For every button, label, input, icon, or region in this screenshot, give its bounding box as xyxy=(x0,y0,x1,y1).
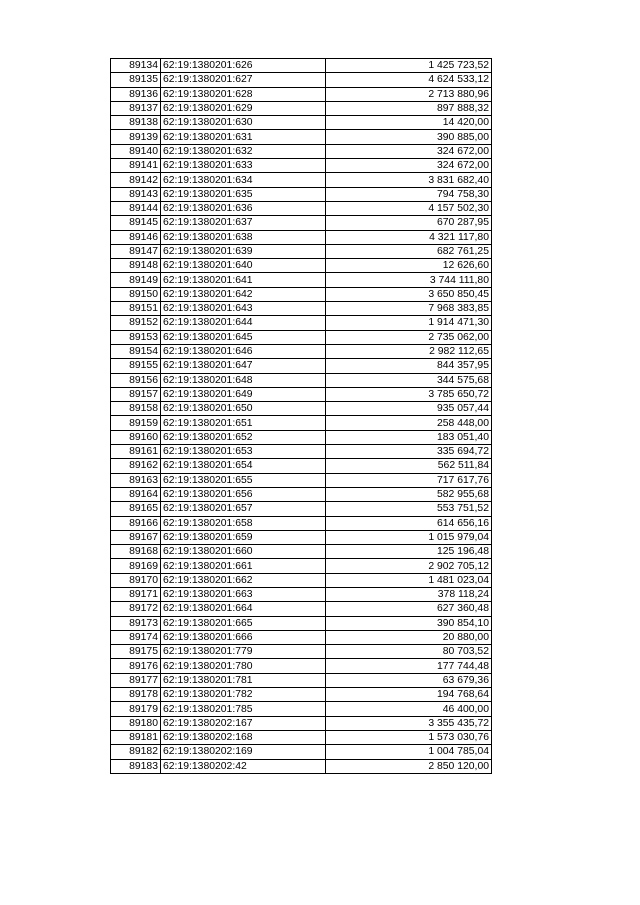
cadastral-value-cell: 63 679,36 xyxy=(326,673,492,687)
row-number-cell: 89156 xyxy=(111,373,161,387)
table-row xyxy=(111,702,492,716)
table-row xyxy=(111,402,492,416)
table-row xyxy=(111,487,492,501)
cadastral-value-cell: 344 575,68 xyxy=(326,373,492,387)
row-number-cell: 89165 xyxy=(111,502,161,516)
cadastral-number-cell: 62:19:1380201:651 xyxy=(161,416,326,430)
cadastral-number-cell: 62:19:1380201:662 xyxy=(161,573,326,587)
row-number-cell: 89143 xyxy=(111,187,161,201)
cadastral-value-cell: 935 057,44 xyxy=(326,402,492,416)
table-row xyxy=(111,545,492,559)
cadastral-number-cell: 62:19:1380202:42 xyxy=(161,759,326,773)
table-row xyxy=(111,302,492,316)
cadastral-number-cell: 62:19:1380201:654 xyxy=(161,459,326,473)
cadastral-number-cell: 62:19:1380201:655 xyxy=(161,473,326,487)
row-number-cell: 89144 xyxy=(111,201,161,215)
table-row xyxy=(111,473,492,487)
cadastral-number-cell: 62:19:1380201:630 xyxy=(161,116,326,130)
row-number-cell: 89148 xyxy=(111,259,161,273)
row-number-cell: 89182 xyxy=(111,745,161,759)
cadastral-value-cell: 177 744,48 xyxy=(326,659,492,673)
cadastral-value-cell: 2 982 112,65 xyxy=(326,344,492,358)
table-row xyxy=(111,688,492,702)
table-row xyxy=(111,173,492,187)
table-row xyxy=(111,716,492,730)
cadastral-number-cell: 62:19:1380201:659 xyxy=(161,530,326,544)
cadastral-number-cell: 62:19:1380201:638 xyxy=(161,230,326,244)
table-row xyxy=(111,559,492,573)
cadastral-value-cell: 1 481 023,04 xyxy=(326,573,492,587)
cadastral-value-cell: 670 287,95 xyxy=(326,216,492,230)
table-row xyxy=(111,645,492,659)
cadastral-number-cell: 62:19:1380201:626 xyxy=(161,59,326,73)
cadastral-value-cell: 258 448,00 xyxy=(326,416,492,430)
row-number-cell: 89137 xyxy=(111,101,161,115)
table-row xyxy=(111,73,492,87)
cadastral-number-cell: 62:19:1380201:657 xyxy=(161,502,326,516)
cadastral-number-cell: 62:19:1380201:665 xyxy=(161,616,326,630)
cadastral-number-cell: 62:19:1380201:650 xyxy=(161,402,326,416)
cadastral-value-cell: 4 321 117,80 xyxy=(326,230,492,244)
cadastral-number-cell: 62:19:1380201:633 xyxy=(161,159,326,173)
table-row xyxy=(111,230,492,244)
row-number-cell: 89150 xyxy=(111,287,161,301)
cadastral-number-cell: 62:19:1380201:780 xyxy=(161,659,326,673)
cadastral-number-cell: 62:19:1380201:646 xyxy=(161,344,326,358)
table-row xyxy=(111,759,492,773)
cadastral-number-cell: 62:19:1380202:167 xyxy=(161,716,326,730)
cadastral-value-cell: 2 713 880,96 xyxy=(326,87,492,101)
cadastral-number-cell: 62:19:1380201:643 xyxy=(161,302,326,316)
cadastral-number-cell: 62:19:1380201:645 xyxy=(161,330,326,344)
cadastral-value-cell: 4 624 533,12 xyxy=(326,73,492,87)
cadastral-value-cell: 324 672,00 xyxy=(326,159,492,173)
table-row xyxy=(111,573,492,587)
cadastral-value-cell: 80 703,52 xyxy=(326,645,492,659)
cadastral-value-cell: 125 196,48 xyxy=(326,545,492,559)
table-row xyxy=(111,502,492,516)
row-number-cell: 89153 xyxy=(111,330,161,344)
cadastral-value-cell: 1 004 785,04 xyxy=(326,745,492,759)
row-number-cell: 89158 xyxy=(111,402,161,416)
cadastral-value-cell: 183 051,40 xyxy=(326,430,492,444)
cadastral-value-cell: 682 761,25 xyxy=(326,244,492,258)
cadastral-number-cell: 62:19:1380201:661 xyxy=(161,559,326,573)
row-number-cell: 89168 xyxy=(111,545,161,559)
cadastral-number-cell: 62:19:1380201:642 xyxy=(161,287,326,301)
cadastral-value-cell: 335 694,72 xyxy=(326,445,492,459)
cadastral-value-table xyxy=(110,58,492,774)
table-row xyxy=(111,59,492,73)
row-number-cell: 89181 xyxy=(111,730,161,744)
row-number-cell: 89159 xyxy=(111,416,161,430)
row-number-cell: 89175 xyxy=(111,645,161,659)
cadastral-number-cell: 62:19:1380201:660 xyxy=(161,545,326,559)
row-number-cell: 89162 xyxy=(111,459,161,473)
cadastral-number-cell: 62:19:1380201:658 xyxy=(161,516,326,530)
table-row xyxy=(111,144,492,158)
cadastral-number-cell: 62:19:1380201:629 xyxy=(161,101,326,115)
table-row xyxy=(111,659,492,673)
cadastral-value-cell: 3 650 850,45 xyxy=(326,287,492,301)
cadastral-value-cell: 627 360,48 xyxy=(326,602,492,616)
cadastral-value-cell: 20 880,00 xyxy=(326,630,492,644)
table-row xyxy=(111,101,492,115)
cadastral-value-cell: 1 015 979,04 xyxy=(326,530,492,544)
cadastral-value-cell: 194 768,64 xyxy=(326,688,492,702)
table-row xyxy=(111,87,492,101)
cadastral-value-cell: 12 626,60 xyxy=(326,259,492,273)
cadastral-number-cell: 62:19:1380201:648 xyxy=(161,373,326,387)
cadastral-number-cell: 62:19:1380201:640 xyxy=(161,259,326,273)
cadastral-number-cell: 62:19:1380201:635 xyxy=(161,187,326,201)
row-number-cell: 89164 xyxy=(111,487,161,501)
cadastral-value-cell: 46 400,00 xyxy=(326,702,492,716)
cadastral-value-cell: 562 511,84 xyxy=(326,459,492,473)
cadastral-value-cell: 3 831 682,40 xyxy=(326,173,492,187)
table-row xyxy=(111,259,492,273)
row-number-cell: 89140 xyxy=(111,144,161,158)
cadastral-number-cell: 62:19:1380202:168 xyxy=(161,730,326,744)
table-row xyxy=(111,244,492,258)
cadastral-value-cell: 1 425 723,52 xyxy=(326,59,492,73)
cadastral-number-cell: 62:19:1380201:779 xyxy=(161,645,326,659)
row-number-cell: 89147 xyxy=(111,244,161,258)
cadastral-value-cell: 14 420,00 xyxy=(326,116,492,130)
row-number-cell: 89169 xyxy=(111,559,161,573)
table-row xyxy=(111,273,492,287)
row-number-cell: 89149 xyxy=(111,273,161,287)
cadastral-value-cell: 378 118,24 xyxy=(326,587,492,601)
row-number-cell: 89157 xyxy=(111,387,161,401)
cadastral-value-cell: 2 735 062,00 xyxy=(326,330,492,344)
table-body xyxy=(111,59,492,774)
table-row xyxy=(111,373,492,387)
row-number-cell: 89152 xyxy=(111,316,161,330)
table-row xyxy=(111,216,492,230)
row-number-cell: 89173 xyxy=(111,616,161,630)
row-number-cell: 89172 xyxy=(111,602,161,616)
table-row xyxy=(111,745,492,759)
cadastral-number-cell: 62:19:1380201:637 xyxy=(161,216,326,230)
cadastral-value-cell: 3 355 435,72 xyxy=(326,716,492,730)
cadastral-number-cell: 62:19:1380201:663 xyxy=(161,587,326,601)
cadastral-value-cell: 582 955,68 xyxy=(326,487,492,501)
row-number-cell: 89138 xyxy=(111,116,161,130)
row-number-cell: 89154 xyxy=(111,344,161,358)
table-row xyxy=(111,587,492,601)
cadastral-number-cell: 62:19:1380201:782 xyxy=(161,688,326,702)
row-number-cell: 89155 xyxy=(111,359,161,373)
row-number-cell: 89135 xyxy=(111,73,161,87)
table-row xyxy=(111,287,492,301)
cadastral-value-cell: 4 157 502,30 xyxy=(326,201,492,215)
table-row xyxy=(111,630,492,644)
table-row xyxy=(111,316,492,330)
table-row xyxy=(111,445,492,459)
table-row xyxy=(111,730,492,744)
cadastral-number-cell: 62:19:1380201:628 xyxy=(161,87,326,101)
cadastral-number-cell: 62:19:1380201:664 xyxy=(161,602,326,616)
row-number-cell: 89134 xyxy=(111,59,161,73)
table-row xyxy=(111,359,492,373)
cadastral-number-cell: 62:19:1380201:653 xyxy=(161,445,326,459)
cadastral-number-cell: 62:19:1380201:627 xyxy=(161,73,326,87)
row-number-cell: 89183 xyxy=(111,759,161,773)
cadastral-value-cell: 844 357,95 xyxy=(326,359,492,373)
row-number-cell: 89167 xyxy=(111,530,161,544)
table-row xyxy=(111,159,492,173)
cadastral-value-cell: 1 914 471,30 xyxy=(326,316,492,330)
table-row xyxy=(111,673,492,687)
table-row xyxy=(111,387,492,401)
row-number-cell: 89141 xyxy=(111,159,161,173)
table-row xyxy=(111,344,492,358)
cadastral-value-cell: 7 968 383,85 xyxy=(326,302,492,316)
table-row xyxy=(111,430,492,444)
row-number-cell: 89139 xyxy=(111,130,161,144)
cadastral-value-cell: 717 617,76 xyxy=(326,473,492,487)
cadastral-value-cell: 897 888,32 xyxy=(326,101,492,115)
table-row xyxy=(111,459,492,473)
cadastral-value-cell: 794 758,30 xyxy=(326,187,492,201)
table-row xyxy=(111,187,492,201)
table-row xyxy=(111,201,492,215)
table-row xyxy=(111,130,492,144)
cadastral-number-cell: 62:19:1380201:666 xyxy=(161,630,326,644)
cadastral-value-cell: 553 751,52 xyxy=(326,502,492,516)
row-number-cell: 89163 xyxy=(111,473,161,487)
row-number-cell: 89170 xyxy=(111,573,161,587)
cadastral-value-cell: 1 573 030,76 xyxy=(326,730,492,744)
table-row xyxy=(111,516,492,530)
row-number-cell: 89160 xyxy=(111,430,161,444)
cadastral-number-cell: 62:19:1380201:781 xyxy=(161,673,326,687)
cadastral-number-cell: 62:19:1380201:631 xyxy=(161,130,326,144)
row-number-cell: 89146 xyxy=(111,230,161,244)
row-number-cell: 89142 xyxy=(111,173,161,187)
cadastral-number-cell: 62:19:1380201:639 xyxy=(161,244,326,258)
cadastral-number-cell: 62:19:1380201:652 xyxy=(161,430,326,444)
row-number-cell: 89161 xyxy=(111,445,161,459)
cadastral-value-cell: 390 885,00 xyxy=(326,130,492,144)
row-number-cell: 89180 xyxy=(111,716,161,730)
row-number-cell: 89171 xyxy=(111,587,161,601)
table-row xyxy=(111,602,492,616)
cadastral-number-cell: 62:19:1380201:634 xyxy=(161,173,326,187)
cadastral-value-cell: 3 785 650,72 xyxy=(326,387,492,401)
row-number-cell: 89174 xyxy=(111,630,161,644)
cadastral-value-cell: 614 656,16 xyxy=(326,516,492,530)
row-number-cell: 89179 xyxy=(111,702,161,716)
cadastral-value-cell: 2 850 120,00 xyxy=(326,759,492,773)
row-number-cell: 89136 xyxy=(111,87,161,101)
row-number-cell: 89145 xyxy=(111,216,161,230)
row-number-cell: 89151 xyxy=(111,302,161,316)
cadastral-number-cell: 62:19:1380201:644 xyxy=(161,316,326,330)
cadastral-number-cell: 62:19:1380201:632 xyxy=(161,144,326,158)
cadastral-value-cell: 390 854,10 xyxy=(326,616,492,630)
cadastral-number-cell: 62:19:1380201:785 xyxy=(161,702,326,716)
cadastral-value-cell: 3 744 111,80 xyxy=(326,273,492,287)
table-row xyxy=(111,330,492,344)
row-number-cell: 89166 xyxy=(111,516,161,530)
table-row xyxy=(111,530,492,544)
cadastral-number-cell: 62:19:1380201:656 xyxy=(161,487,326,501)
cadastral-value-cell: 324 672,00 xyxy=(326,144,492,158)
row-number-cell: 89177 xyxy=(111,673,161,687)
table-row xyxy=(111,116,492,130)
row-number-cell: 89176 xyxy=(111,659,161,673)
table-row xyxy=(111,616,492,630)
cadastral-number-cell: 62:19:1380201:649 xyxy=(161,387,326,401)
cadastral-number-cell: 62:19:1380202:169 xyxy=(161,745,326,759)
cadastral-value-cell: 2 902 705,12 xyxy=(326,559,492,573)
table-row xyxy=(111,416,492,430)
cadastral-number-cell: 62:19:1380201:647 xyxy=(161,359,326,373)
cadastral-number-cell: 62:19:1380201:641 xyxy=(161,273,326,287)
cadastral-number-cell: 62:19:1380201:636 xyxy=(161,201,326,215)
row-number-cell: 89178 xyxy=(111,688,161,702)
